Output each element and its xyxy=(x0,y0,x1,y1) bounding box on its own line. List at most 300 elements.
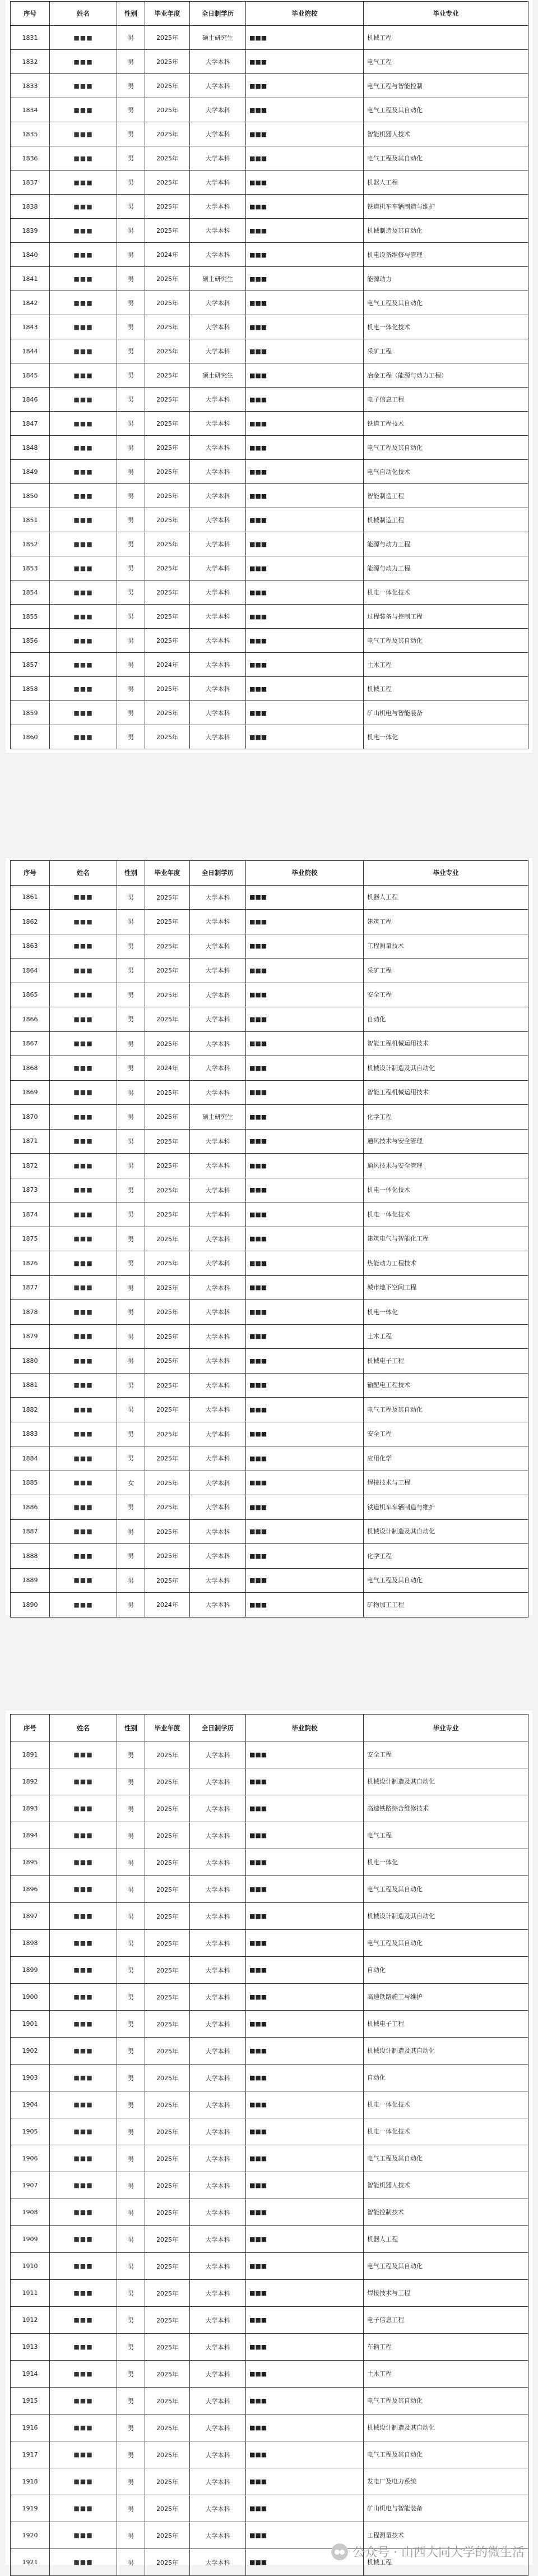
header-gender: 性别 xyxy=(117,2,145,26)
cell-education: 大学本科 xyxy=(190,1822,246,1849)
cell-name: ■■■ xyxy=(50,1129,117,1154)
cell-name: ■■■ xyxy=(50,291,117,315)
cell-education: 大学本科 xyxy=(190,1519,246,1544)
cell-year: 2025年 xyxy=(145,1849,190,1876)
cell-name: ■■■ xyxy=(50,26,117,50)
cell-gender: 男 xyxy=(117,1154,145,1178)
cell-education: 大学本科 xyxy=(190,1544,246,1569)
cell-gender: 男 xyxy=(117,556,145,580)
table-row xyxy=(11,885,528,910)
cell-school: ■■■ xyxy=(246,2414,364,2441)
cell-school: ■■■ xyxy=(246,2468,364,2495)
cell-gender: 男 xyxy=(117,267,145,291)
cell-major: 机电设备维修与管理 xyxy=(364,243,528,267)
table-row xyxy=(11,1741,528,1768)
cell-year: 2025年 xyxy=(145,74,190,98)
cell-school: ■■■ xyxy=(246,1178,364,1202)
cell-no: 1895 xyxy=(11,1849,50,1876)
cell-education: 大学本科 xyxy=(190,1324,246,1349)
cell-education: 大学本科 xyxy=(190,653,246,677)
cell-major: 机械工程 xyxy=(364,677,528,701)
cell-school: ■■■ xyxy=(246,2549,364,2576)
cell-name: ■■■ xyxy=(50,2334,117,2361)
cell-education: 大学本科 xyxy=(190,2172,246,2199)
cell-school: ■■■ xyxy=(246,556,364,580)
cell-no: 1883 xyxy=(11,1422,50,1446)
table-row xyxy=(11,556,528,580)
cell-no: 1896 xyxy=(11,1876,50,1903)
cell-education: 大学本科 xyxy=(190,484,246,508)
table-row xyxy=(11,1275,528,1300)
cell-major: 智能机器人技术 xyxy=(364,2172,528,2199)
cell-education: 大学本科 xyxy=(190,1398,246,1422)
cell-education: 大学本科 xyxy=(190,1568,246,1593)
cell-gender: 男 xyxy=(117,2361,145,2388)
table-row xyxy=(11,1154,528,1178)
table-row xyxy=(11,363,528,388)
cell-no: 1889 xyxy=(11,1568,50,1593)
table-row xyxy=(11,1080,528,1105)
cell-name: ■■■ xyxy=(50,580,117,605)
cell-education: 大学本科 xyxy=(190,580,246,605)
cell-major: 城市地下空间工程 xyxy=(364,1275,528,1300)
cell-year: 2025年 xyxy=(145,2253,190,2280)
cell-year: 2025年 xyxy=(145,2468,190,2495)
cell-school: ■■■ xyxy=(246,1349,364,1374)
cell-name: ■■■ xyxy=(50,484,117,508)
cell-education: 大学本科 xyxy=(190,1202,246,1227)
cell-no: 1834 xyxy=(11,98,50,122)
cell-gender: 男 xyxy=(117,1446,145,1471)
cell-major: 机电一体化 xyxy=(364,1849,528,1876)
table-row xyxy=(11,460,528,484)
cell-school: ■■■ xyxy=(246,2226,364,2253)
cell-school: ■■■ xyxy=(246,1056,364,1081)
cell-gender: 男 xyxy=(117,2038,145,2065)
cell-gender: 男 xyxy=(117,2334,145,2361)
cell-school: ■■■ xyxy=(246,2118,364,2145)
cell-name: ■■■ xyxy=(50,1446,117,1471)
cell-major: 机械设计制造及其自动化 xyxy=(364,2038,528,2065)
cell-name: ■■■ xyxy=(50,243,117,267)
cell-education: 大学本科 xyxy=(190,2522,246,2549)
cell-school: ■■■ xyxy=(246,532,364,556)
cell-year: 2025年 xyxy=(145,1984,190,2011)
cell-year: 2025年 xyxy=(145,2118,190,2145)
cell-name: ■■■ xyxy=(50,460,117,484)
cell-education: 大学本科 xyxy=(190,170,246,195)
table-row xyxy=(11,653,528,677)
cell-education: 大学本科 xyxy=(190,2091,246,2118)
cell-gender: 男 xyxy=(117,122,145,146)
table-row xyxy=(11,1446,528,1471)
cell-major: 机械工程 xyxy=(364,2549,528,2576)
cell-major: 机械电子工程 xyxy=(364,1349,528,1374)
cell-no: 1854 xyxy=(11,580,50,605)
cell-gender: 男 xyxy=(117,98,145,122)
header-year: 毕业年度 xyxy=(145,861,190,886)
cell-school: ■■■ xyxy=(246,1471,364,1495)
cell-education: 大学本科 xyxy=(190,1275,246,1300)
cell-year: 2025年 xyxy=(145,195,190,219)
cell-education: 大学本科 xyxy=(190,2199,246,2226)
cell-name: ■■■ xyxy=(50,1930,117,1957)
cell-school: ■■■ xyxy=(246,910,364,934)
cell-major: 安全工程 xyxy=(364,1422,528,1446)
cell-name: ■■■ xyxy=(50,2549,117,2576)
cell-major: 电子信息工程 xyxy=(364,2307,528,2334)
table-row xyxy=(11,2011,528,2038)
cell-major: 机械设计制造及其自动化 xyxy=(364,1768,528,1795)
cell-gender: 男 xyxy=(117,2468,145,2495)
roster-table-2 xyxy=(10,860,528,1618)
table-row xyxy=(11,910,528,934)
cell-no: 1868 xyxy=(11,1056,50,1081)
cell-name: ■■■ xyxy=(50,885,117,910)
table-header xyxy=(11,1715,528,1741)
cell-education: 大学本科 xyxy=(190,339,246,363)
cell-gender: 男 xyxy=(117,2172,145,2199)
cell-year: 2025年 xyxy=(145,701,190,725)
table-row xyxy=(11,1007,528,1032)
cell-no: 1874 xyxy=(11,1202,50,1227)
cell-major: 电气工程及其自动化 xyxy=(364,1876,528,1903)
cell-gender: 男 xyxy=(117,1105,145,1130)
cell-year: 2025年 xyxy=(145,315,190,339)
cell-year: 2024年 xyxy=(145,653,190,677)
cell-school: ■■■ xyxy=(246,1593,364,1618)
cell-name: ■■■ xyxy=(50,339,117,363)
cell-name: ■■■ xyxy=(50,412,117,436)
cell-gender: 男 xyxy=(117,1876,145,1903)
cell-no: 1875 xyxy=(11,1227,50,1251)
cell-school: ■■■ xyxy=(246,146,364,170)
cell-major: 机电一体化技术 xyxy=(364,1202,528,1227)
cell-education: 大学本科 xyxy=(190,2388,246,2414)
cell-school: ■■■ xyxy=(246,170,364,195)
header-major: 毕业专业 xyxy=(364,861,528,886)
cell-gender: 男 xyxy=(117,1227,145,1251)
document-page-3 xyxy=(6,1711,532,2565)
table-row xyxy=(11,1227,528,1251)
cell-major: 机械制造及其自动化 xyxy=(364,219,528,243)
cell-name: ■■■ xyxy=(50,1154,117,1178)
cell-name: ■■■ xyxy=(50,2468,117,2495)
cell-major: 矿山机电与智能装备 xyxy=(364,701,528,725)
cell-no: 1887 xyxy=(11,1519,50,1544)
cell-school: ■■■ xyxy=(246,983,364,1007)
cell-name: ■■■ xyxy=(50,532,117,556)
cell-name: ■■■ xyxy=(50,2172,117,2199)
cell-school: ■■■ xyxy=(246,1105,364,1130)
cell-gender: 男 xyxy=(117,885,145,910)
cell-school: ■■■ xyxy=(246,267,364,291)
cell-name: ■■■ xyxy=(50,1876,117,1903)
cell-education: 大学本科 xyxy=(190,2253,246,2280)
cell-no: 1920 xyxy=(11,2522,50,2549)
cell-major: 机器人工程 xyxy=(364,885,528,910)
table-row xyxy=(11,983,528,1007)
cell-school: ■■■ xyxy=(246,74,364,98)
table-row xyxy=(11,1031,528,1056)
header-gender: 性别 xyxy=(117,1715,145,1741)
table-row xyxy=(11,2388,528,2414)
table-row xyxy=(11,243,528,267)
cell-year: 2025年 xyxy=(145,2414,190,2441)
cell-no: 1849 xyxy=(11,460,50,484)
cell-school: ■■■ xyxy=(246,2280,364,2307)
cell-year: 2025年 xyxy=(145,1154,190,1178)
cell-school: ■■■ xyxy=(246,2038,364,2065)
cell-name: ■■■ xyxy=(50,629,117,653)
cell-gender: 男 xyxy=(117,2199,145,2226)
cell-school: ■■■ xyxy=(246,291,364,315)
table-row xyxy=(11,1768,528,1795)
cell-school: ■■■ xyxy=(246,2253,364,2280)
cell-major: 通风技术与安全管理 xyxy=(364,1129,528,1154)
cell-gender: 男 xyxy=(117,1741,145,1768)
cell-year: 2025年 xyxy=(145,122,190,146)
cell-gender: 男 xyxy=(117,2414,145,2441)
cell-gender: 男 xyxy=(117,983,145,1007)
cell-education: 大学本科 xyxy=(190,2441,246,2468)
cell-year: 2025年 xyxy=(145,2441,190,2468)
cell-major: 电气工程及其自动化 xyxy=(364,1568,528,1593)
roster-table-3 xyxy=(10,1714,528,2576)
cell-school: ■■■ xyxy=(246,1495,364,1520)
cell-major: 机电一体化技术 xyxy=(364,2091,528,2118)
cell-no: 1836 xyxy=(11,146,50,170)
cell-major: 车辆工程 xyxy=(364,2334,528,2361)
cell-school: ■■■ xyxy=(246,436,364,460)
cell-no: 1838 xyxy=(11,195,50,219)
cell-major: 电气自动化技术 xyxy=(364,460,528,484)
table-row xyxy=(11,2334,528,2361)
cell-school: ■■■ xyxy=(246,2011,364,2038)
table-row xyxy=(11,2280,528,2307)
cell-no: 1876 xyxy=(11,1251,50,1276)
cell-school: ■■■ xyxy=(246,2065,364,2091)
cell-year: 2025年 xyxy=(145,1519,190,1544)
cell-no: 1867 xyxy=(11,1031,50,1056)
cell-year: 2025年 xyxy=(145,1275,190,1300)
cell-gender: 男 xyxy=(117,532,145,556)
cell-gender: 男 xyxy=(117,1768,145,1795)
cell-name: ■■■ xyxy=(50,958,117,983)
cell-name: ■■■ xyxy=(50,1202,117,1227)
watermark xyxy=(331,2543,525,2560)
cell-major: 建筑电气与智能化工程 xyxy=(364,1227,528,1251)
cell-year: 2025年 xyxy=(145,2011,190,2038)
cell-gender: 男 xyxy=(117,1984,145,2011)
cell-major: 高速铁路综合维修技术 xyxy=(364,1795,528,1822)
cell-gender: 男 xyxy=(117,2495,145,2522)
cell-education: 大学本科 xyxy=(190,725,246,749)
cell-school: ■■■ xyxy=(246,122,364,146)
cell-no: 1839 xyxy=(11,219,50,243)
cell-year: 2025年 xyxy=(145,1768,190,1795)
cell-no: 1882 xyxy=(11,1398,50,1422)
cell-name: ■■■ xyxy=(50,910,117,934)
cell-major: 土木工程 xyxy=(364,653,528,677)
cell-major: 电气工程 xyxy=(364,50,528,74)
cell-education: 大学本科 xyxy=(190,934,246,958)
cell-education: 大学本科 xyxy=(190,2145,246,2172)
cell-gender: 男 xyxy=(117,1178,145,1202)
cell-year: 2025年 xyxy=(145,629,190,653)
watermark-text: 公众号 · 山西大同大学的微生活 xyxy=(353,2546,525,2560)
cell-education: 大学本科 xyxy=(190,2361,246,2388)
table-row xyxy=(11,1056,528,1081)
cell-school: ■■■ xyxy=(246,195,364,219)
cell-education: 大学本科 xyxy=(190,2307,246,2334)
cell-major: 采矿工程 xyxy=(364,958,528,983)
cell-year: 2025年 xyxy=(145,388,190,412)
cell-year: 2025年 xyxy=(145,2334,190,2361)
cell-school: ■■■ xyxy=(246,1007,364,1032)
cell-year: 2025年 xyxy=(145,1495,190,1520)
cell-education: 大学本科 xyxy=(190,556,246,580)
cell-gender: 男 xyxy=(117,1422,145,1446)
cell-gender: 男 xyxy=(117,1903,145,1930)
table-row xyxy=(11,26,528,50)
table-row xyxy=(11,1519,528,1544)
cell-no: 1898 xyxy=(11,1930,50,1957)
cell-name: ■■■ xyxy=(50,2199,117,2226)
cell-no: 1903 xyxy=(11,2065,50,2091)
cell-gender: 男 xyxy=(117,339,145,363)
cell-school: ■■■ xyxy=(246,1930,364,1957)
cell-year: 2025年 xyxy=(145,1349,190,1374)
table-row xyxy=(11,958,528,983)
cell-no: 1859 xyxy=(11,701,50,725)
cell-education: 大学本科 xyxy=(190,1495,246,1520)
cell-gender: 男 xyxy=(117,1849,145,1876)
cell-gender: 男 xyxy=(117,580,145,605)
cell-year: 2025年 xyxy=(145,1105,190,1130)
cell-name: ■■■ xyxy=(50,1422,117,1446)
cell-school: ■■■ xyxy=(246,1446,364,1471)
cell-no: 1910 xyxy=(11,2253,50,2280)
cell-education: 大学本科 xyxy=(190,629,246,653)
cell-gender: 男 xyxy=(117,1080,145,1105)
cell-no: 1866 xyxy=(11,1007,50,1032)
cell-major: 焊接技术与工程 xyxy=(364,2280,528,2307)
cell-school: ■■■ xyxy=(246,339,364,363)
cell-no: 1870 xyxy=(11,1105,50,1130)
cell-education: 大学本科 xyxy=(190,2280,246,2307)
table-row xyxy=(11,122,528,146)
cell-major: 电气工程及其自动化 xyxy=(364,2388,528,2414)
cell-no: 1860 xyxy=(11,725,50,749)
cell-name: ■■■ xyxy=(50,1227,117,1251)
header-major: 毕业专业 xyxy=(364,1715,528,1741)
cell-year: 2025年 xyxy=(145,1422,190,1446)
cell-name: ■■■ xyxy=(50,1031,117,1056)
cell-major: 安全工程 xyxy=(364,1741,528,1768)
table-row xyxy=(11,1984,528,2011)
cell-year: 2025年 xyxy=(145,291,190,315)
cell-name: ■■■ xyxy=(50,677,117,701)
cell-name: ■■■ xyxy=(50,315,117,339)
cell-major: 智能工程机械运用技术 xyxy=(364,1080,528,1105)
header-no: 序号 xyxy=(11,1715,50,1741)
cell-education: 大学本科 xyxy=(190,2414,246,2441)
cell-major: 自动化 xyxy=(364,2065,528,2091)
cell-school: ■■■ xyxy=(246,1373,364,1398)
cell-gender: 男 xyxy=(117,363,145,388)
table-row xyxy=(11,1202,528,1227)
cell-name: ■■■ xyxy=(50,2226,117,2253)
cell-no: 1864 xyxy=(11,958,50,983)
cell-no: 1904 xyxy=(11,2091,50,2118)
cell-education: 大学本科 xyxy=(190,983,246,1007)
cell-education: 大学本科 xyxy=(190,1031,246,1056)
cell-year: 2025年 xyxy=(145,2065,190,2091)
cell-school: ■■■ xyxy=(246,1275,364,1300)
cell-year: 2025年 xyxy=(145,1227,190,1251)
cell-year: 2025年 xyxy=(145,2038,190,2065)
cell-year: 2025年 xyxy=(145,910,190,934)
cell-gender: 男 xyxy=(117,2118,145,2145)
cell-name: ■■■ xyxy=(50,267,117,291)
cell-year: 2025年 xyxy=(145,1300,190,1325)
cell-no: 1906 xyxy=(11,2145,50,2172)
table-row xyxy=(11,2172,528,2199)
cell-major: 采矿工程 xyxy=(364,339,528,363)
cell-major: 矿物加工工程 xyxy=(364,1593,528,1618)
cell-year: 2025年 xyxy=(145,1930,190,1957)
cell-year: 2025年 xyxy=(145,2280,190,2307)
cell-name: ■■■ xyxy=(50,1822,117,1849)
cell-year: 2025年 xyxy=(145,2145,190,2172)
cell-education: 大学本科 xyxy=(190,146,246,170)
cell-year: 2024年 xyxy=(145,1593,190,1618)
cell-school: ■■■ xyxy=(246,1768,364,1795)
cell-gender: 男 xyxy=(117,436,145,460)
cell-year: 2025年 xyxy=(145,725,190,749)
cell-name: ■■■ xyxy=(50,983,117,1007)
cell-major: 工程测量技术 xyxy=(364,2522,528,2549)
cell-education: 大学本科 xyxy=(190,1422,246,1446)
cell-name: ■■■ xyxy=(50,2011,117,2038)
table-row xyxy=(11,2495,528,2522)
cell-year: 2025年 xyxy=(145,2495,190,2522)
table-row xyxy=(11,532,528,556)
cell-gender: 男 xyxy=(117,74,145,98)
cell-name: ■■■ xyxy=(50,508,117,532)
cell-major: 自动化 xyxy=(364,1957,528,1984)
cell-education: 大学本科 xyxy=(190,1876,246,1903)
cell-major: 电气工程与智能控制 xyxy=(364,74,528,98)
cell-education: 大学本科 xyxy=(190,388,246,412)
cell-year: 2025年 xyxy=(145,436,190,460)
cell-year: 2025年 xyxy=(145,934,190,958)
cell-major: 建筑工程 xyxy=(364,910,528,934)
cell-name: ■■■ xyxy=(50,701,117,725)
cell-no: 1893 xyxy=(11,1795,50,1822)
cell-no: 1900 xyxy=(11,1984,50,2011)
cell-education: 大学本科 xyxy=(190,1849,246,1876)
table-row xyxy=(11,2441,528,2468)
cell-education: 大学本科 xyxy=(190,1593,246,1618)
cell-gender: 男 xyxy=(117,1324,145,1349)
cell-name: ■■■ xyxy=(50,1471,117,1495)
cell-gender: 男 xyxy=(117,388,145,412)
cell-school: ■■■ xyxy=(246,363,364,388)
cell-gender: 男 xyxy=(117,1202,145,1227)
cell-no: 1841 xyxy=(11,267,50,291)
